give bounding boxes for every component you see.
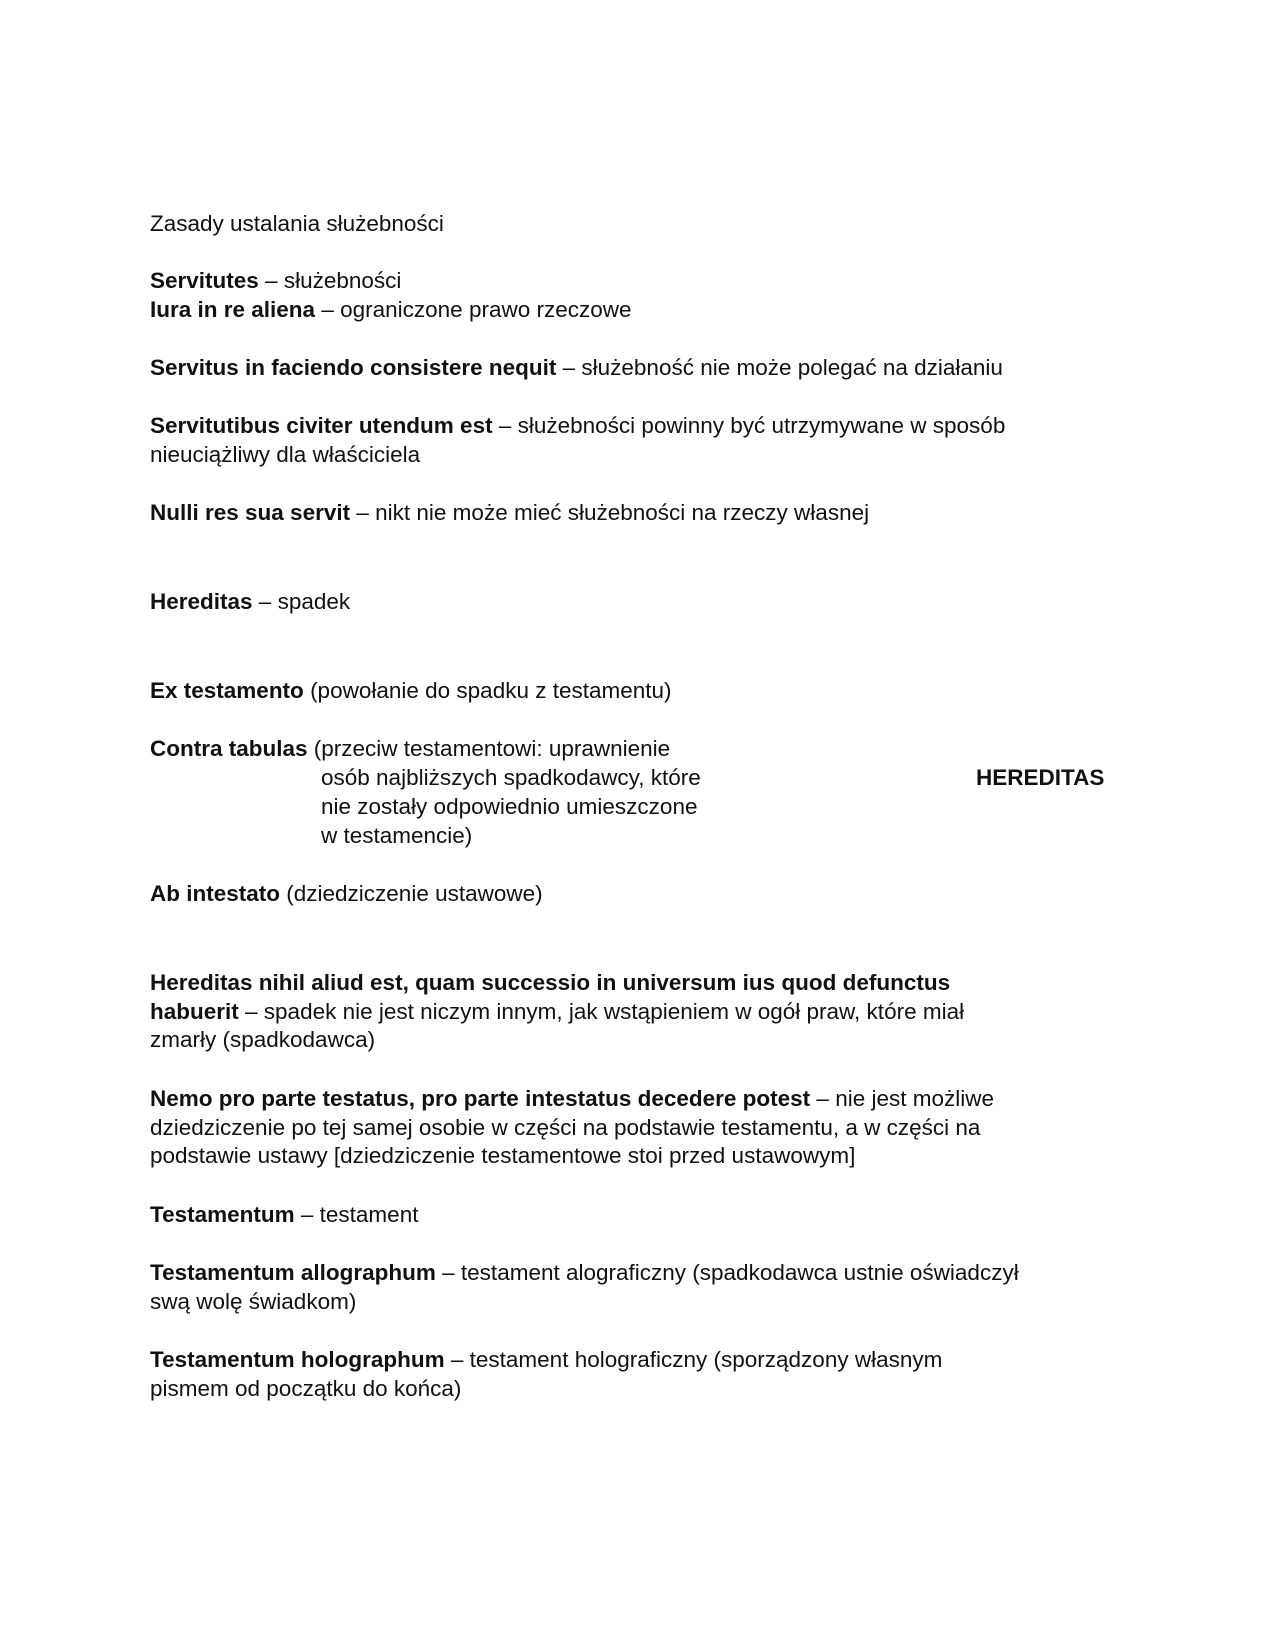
definition-cont: dziedziczenie po tej samej osobie w części na podstawie testamentu, a w części na: [150, 1114, 981, 1140]
entry-testamentum: [150, 1201, 1130, 1230]
term-cont: habuerit: [150, 998, 239, 1024]
separator: –: [238, 998, 264, 1024]
term: Testamentum holographum: [150, 1347, 445, 1372]
separator: –: [492, 413, 518, 438]
line-2: [150, 1288, 1130, 1317]
entry-iura: [150, 296, 1130, 325]
line-3: [150, 1026, 1130, 1055]
definition-cont: zmarły (spadkodawca): [150, 1027, 376, 1053]
entry-hereditas: [150, 588, 1130, 617]
definition: służebności powinny być utrzymywane w sposób: [517, 413, 1006, 438]
definition: (przeciw testamentowi: uprawnienie: [307, 736, 671, 761]
entry-ex-testamento: [150, 677, 1130, 706]
entry-civiter: [150, 412, 1130, 469]
separator: –: [556, 355, 582, 380]
term: Testamentum allographum: [150, 1260, 436, 1285]
term: Servitus in faciendo consistere nequit: [150, 355, 557, 380]
term: Servitutibus civiter utendum est: [150, 413, 493, 438]
definition-cont: nieuciążliwy dla właściciela: [150, 441, 421, 467]
separator: –: [294, 1202, 320, 1227]
entry-nihil-aliud: [150, 969, 1130, 1055]
term: Nemo pro parte testatus, pro parte intestatus decedere potest: [150, 1086, 811, 1111]
line-1: [150, 1085, 1130, 1114]
definition-cont: swą wolę świadkom): [150, 1288, 357, 1314]
line-2: [150, 1114, 1130, 1143]
heading-text: Zasady ustalania służebności: [150, 211, 444, 236]
definition: (dziedziczenie ustawowe): [280, 881, 543, 906]
entry-faciendo: [150, 354, 1130, 383]
line-1: [150, 969, 1130, 998]
contra-tabulas-line-4: w testamencie): [321, 823, 473, 848]
separator: –: [315, 297, 341, 322]
definition: służebności: [283, 268, 402, 293]
separator: –: [444, 1347, 470, 1372]
definition: nie jest możliwe: [835, 1086, 995, 1111]
definition: spadek nie jest niczym innym, jak wstąpieniem w ogół praw, które miał: [263, 998, 965, 1024]
separator: –: [435, 1260, 461, 1285]
term: Ab intestato: [150, 881, 281, 906]
line-2: [150, 441, 1130, 470]
entry-contra-tabulas: [150, 735, 1130, 764]
term: Hereditas: [150, 589, 253, 614]
definition: nikt nie może mieć służebności na rzeczy własnej: [375, 500, 870, 525]
line-1: [150, 1259, 1130, 1288]
separator: –: [258, 268, 284, 293]
separator: –: [350, 500, 376, 525]
line-1: [150, 412, 1130, 441]
side-label-hereditas: HEREDITAS: [976, 765, 1105, 790]
line-1: [150, 735, 1130, 764]
term: Ex testamento: [150, 678, 304, 703]
definition-cont: podstawie ustawy [dziedziczenie testamentowe stoi przed ustawowym]: [150, 1143, 856, 1169]
entry-ab-intestato: [150, 880, 1130, 909]
term: Hereditas nihil aliud est, quam successio in universum ius quod defunctus: [150, 970, 951, 995]
entry-servitutes: [150, 267, 1130, 296]
term: Nulli res sua servit: [150, 500, 351, 525]
definition: służebność nie może polegać na działaniu: [581, 355, 1003, 380]
document-heading: [150, 210, 1130, 239]
line-1: [150, 1346, 1130, 1375]
definition: testament: [319, 1202, 419, 1227]
definition: spadek: [277, 589, 351, 614]
definition: testament holograficzny (sporządzony własnym: [469, 1347, 943, 1372]
separator: –: [252, 589, 278, 614]
line-2: [150, 1375, 1130, 1404]
entry-holographum: [150, 1346, 1130, 1403]
separator: –: [810, 1086, 836, 1111]
entry-allographum: [150, 1259, 1130, 1316]
definition: ograniczone prawo rzeczowe: [340, 297, 632, 322]
term: Iura in re aliena: [150, 297, 316, 322]
entry-nemo: [150, 1085, 1130, 1171]
definition: testament alograficzny (spadkodawca ustnie oświadczył: [460, 1260, 1019, 1285]
contra-tabulas-line-3: nie zostały odpowiednio umieszczone: [321, 794, 698, 819]
definition-cont: pismem od początku do końca): [150, 1375, 462, 1401]
term: Servitutes: [150, 268, 259, 293]
term: Testamentum: [150, 1202, 295, 1227]
line-2: [150, 998, 1130, 1027]
contra-tabulas-line-2: osób najbliższych spadkodawcy, które: [321, 765, 701, 790]
term: Contra tabulas: [150, 736, 308, 761]
definition: (powołanie do spadku z testamentu): [303, 678, 672, 703]
line-3: [150, 1142, 1130, 1171]
entry-nulli: [150, 499, 1130, 528]
